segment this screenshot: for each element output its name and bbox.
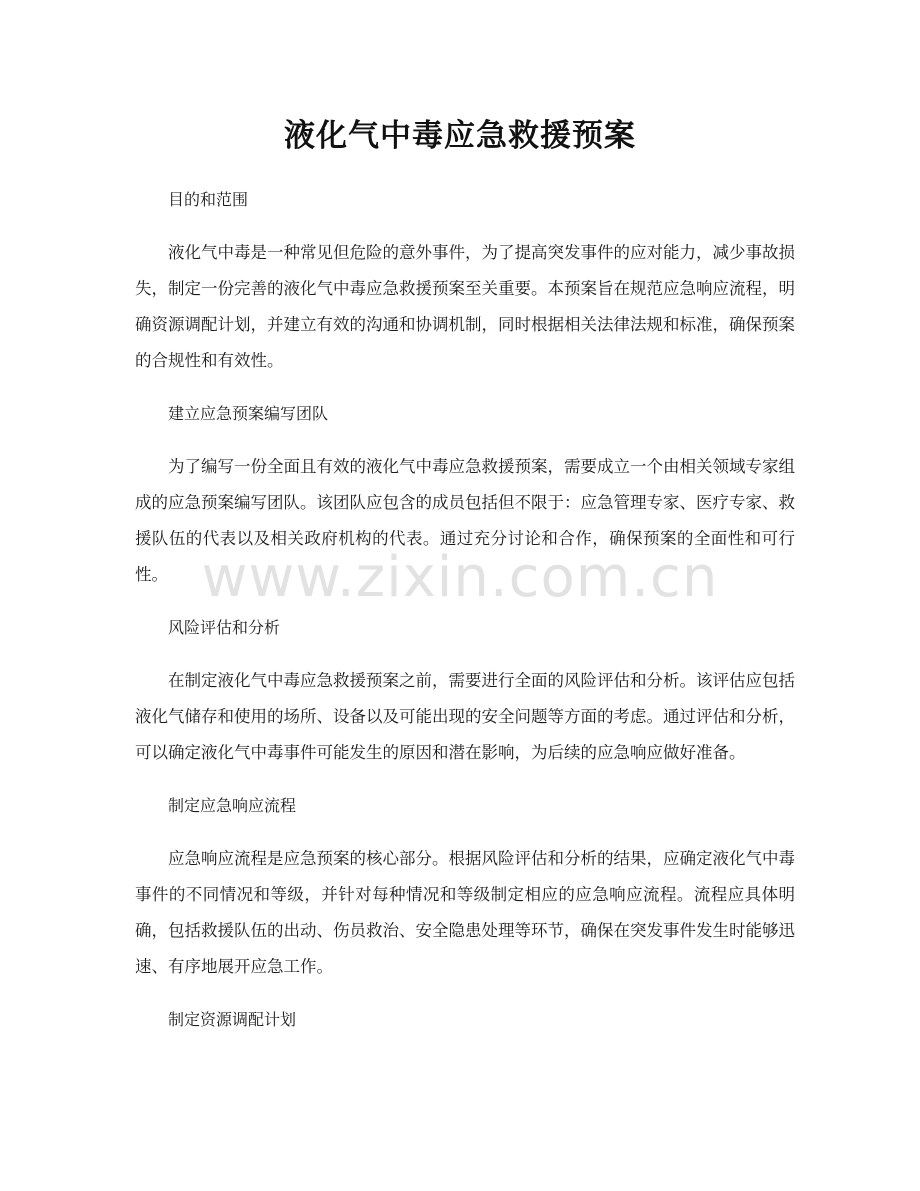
section-risk-assessment [135, 610, 795, 771]
section-heading: 风险评估和分析 [168, 618, 281, 637]
page-title: 液化气中毒应急救援预案 [284, 118, 636, 154]
section-paragraph: 在制定液化气中毒应急救援预案之前，需要进行全面的风险评估和分析。该评估应包括液化气储存和使用的场所、设备以及可能出现的安全问题等方面的考虑。通过评估和分析，可以确定液化气中毒事件可能发生的原因和潜在影响，为后续的应急响应做好准备。 [135, 671, 795, 762]
section-paragraph: 应急响应流程是应急预案的核心部分。根据风险评估和分析的结果，应确定液化气中毒事件的不同情况和等级，并针对每种情况和等级制定相应的应急响应流程。流程应具体明确，包括救援队伍的出动、伤员救治、安全隐患处理等环节，确保在突发事件发生时能够迅速、有序地展开应急工作。 [135, 849, 795, 976]
section-heading: 目的和范围 [168, 190, 249, 209]
section-purpose-scope [135, 182, 795, 379]
document-body [135, 182, 795, 1055]
section-writing-team [135, 396, 795, 593]
section-heading: 制定应急响应流程 [168, 796, 297, 815]
section-heading: 建立应急预案编写团队 [168, 404, 329, 423]
section-heading: 制定资源调配计划 [168, 1010, 297, 1029]
section-paragraph: 为了编写一份全面且有效的液化气中毒应急救援预案，需要成立一个由相关领域专家组成的应急预案编写团队。该团队应包含的成员包括但不限于：应急管理专家、医疗专家、救援队伍的代表以及相关政府机构的代表。通过充分讨论和合作，确保预案的全面性和可行性。 [135, 457, 795, 584]
watermark: www.zixin.com.cn [201, 545, 719, 610]
section-paragraph: 液化气中毒是一种常见但危险的意外事件，为了提高突发事件的应对能力，减少事故损失，制定一份完善的液化气中毒应急救援预案至关重要。本预案旨在规范应急响应流程，明确资源调配计划，并建立有效的沟通和协调机制，同时根据相关法律法规和标准，确保预案的合规性和有效性。 [135, 243, 795, 370]
section-response-process [135, 788, 795, 985]
section-resource-plan [135, 1002, 795, 1038]
